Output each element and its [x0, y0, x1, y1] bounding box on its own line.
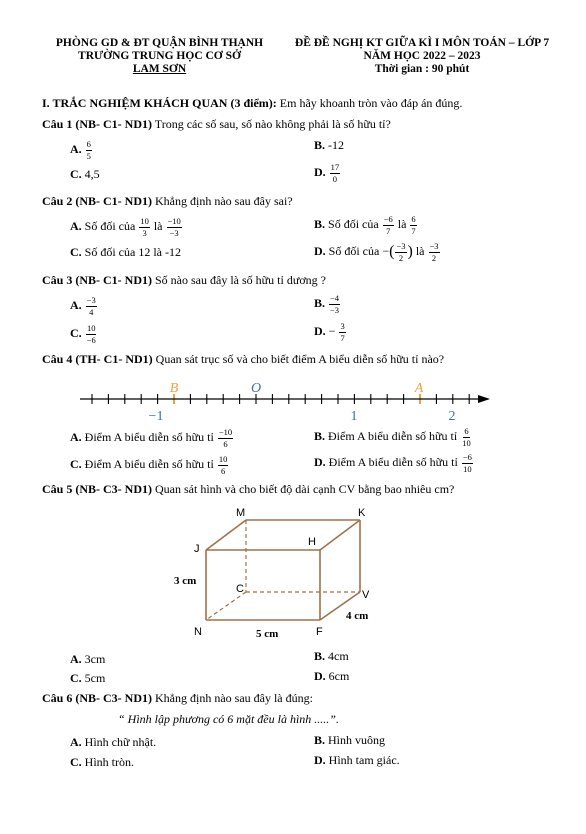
height-label: 3 cm [174, 575, 197, 587]
q6-option-c[interactable]: C. Hình tròn. [70, 755, 135, 769]
q2-option-a[interactable]: A. Số đối của $\frac{10}{3}$ là $\frac{-10}{-3}$ [70, 216, 181, 238]
point-b-label: B [169, 381, 179, 396]
vertex-k: K [358, 507, 366, 519]
q4-option-c[interactable]: C. Điểm A biểu diễn số hữu tỉ $\frac{10}{6}$ [70, 454, 228, 476]
edge-hk [320, 520, 360, 550]
edge-jm [206, 520, 246, 550]
q2-option-c[interactable]: C. Số đối của 12 là -12 [70, 245, 181, 259]
tick-label-minus-1: −1 [148, 409, 164, 424]
vertex-n: N [194, 626, 202, 638]
question-4: Câu 4 (TH- C1- ND1) Quan sát trục số và cho biết điểm A biểu diễn số hữu tỉ nào? [42, 352, 445, 366]
point-o-label: O [250, 381, 262, 396]
vertex-c: C [236, 583, 244, 595]
vertex-j: J [194, 543, 200, 555]
exam-title: ĐỀ ĐỀ NGHỊ KT GIỮA KÌ I MÔN TOÁN – LỚP 7 [294, 37, 550, 49]
q5-option-c[interactable]: C. 5cm [70, 671, 106, 685]
school-subname: LAM SƠN [132, 63, 187, 75]
point-a-label: A [414, 381, 424, 396]
question-1: Câu 1 (NB- C1- ND1) Trong các số sau, số nào không phải là số hữu tỉ? [42, 117, 391, 131]
question-3: Câu 3 (NB- C1- ND1) Số nào sau đây là số hữu tỉ dương ? [42, 273, 326, 287]
q3-option-d[interactable]: D. − $\frac{3}{7}$ [314, 321, 345, 343]
q1-option-d[interactable]: D. $\frac{17}{0}$ [314, 162, 340, 184]
q3-option-c[interactable]: C. $\frac{10}{-6}$ [70, 323, 96, 345]
q5-option-d[interactable]: D. 6cm [314, 669, 350, 683]
department-name: PHÒNG GD & ĐT QUẬN BÌNH THẠNH [55, 37, 264, 49]
q1-option-a[interactable]: A. $\frac{6}{5}$ [70, 139, 91, 161]
question-5: Câu 5 (NB- C3- ND1) Quan sát hình và cho biết độ dài cạnh CV bằng bao nhiêu cm? [42, 482, 455, 496]
q5-option-b[interactable]: B. 4cm [314, 649, 349, 663]
school-name: TRƯỜNG TRUNG HỌC CƠ SỞ [78, 50, 241, 62]
edge-cn-hidden [206, 592, 246, 620]
exam-header [272, 37, 572, 76]
q3-option-a[interactable]: A. $\frac{-3}{4}$ [70, 295, 96, 317]
vertex-v: V [362, 589, 370, 601]
q4-option-a[interactable]: A. Điểm A biểu diễn số hữu tỉ $\frac{-10}{6}$ [70, 427, 233, 449]
question-6: Câu 6 (NB- C3- ND1) Khẳng định nào sau đây là đúng: [42, 691, 313, 705]
cuboid-figure [160, 500, 400, 650]
q4-option-d[interactable]: D. Điểm A biểu diễn số hữu tỉ $\frac{-6}{10}$ [314, 452, 472, 474]
q6-option-b[interactable]: B. Hình vuông [314, 733, 386, 747]
vertex-f: F [316, 626, 323, 638]
q5-option-a[interactable]: A. 3cm [70, 652, 106, 666]
q6-statement: “ Hình lập phương có 6 mặt đều là hình .....”. [118, 712, 339, 726]
tick-label-1: 1 [350, 409, 358, 424]
vertex-h: H [308, 536, 316, 548]
width-label: 5 cm [256, 628, 279, 640]
school-header [42, 37, 277, 76]
section-title: I. TRẮC NGHIỆM KHÁCH QUAN (3 điểm): Em hãy khoanh tròn vào đáp án đúng. [42, 96, 463, 110]
exam-duration: Thời gian : 90 phút [374, 63, 470, 75]
school-year: NĂM HỌC 2022 – 2023 [363, 50, 481, 62]
q6-option-a[interactable]: A. Hình chữ nhật. [70, 735, 157, 749]
vertex-m: M [236, 507, 246, 519]
depth-label: 4 cm [346, 610, 369, 622]
number-line [70, 374, 500, 424]
q3-option-b[interactable]: B. $\frac{-4}{-3}$ [314, 293, 340, 315]
q1-option-c[interactable]: C. 4,5 [70, 167, 100, 181]
axis-arrow-icon [478, 395, 490, 403]
q2-option-d[interactable]: D. Số đối của −( $\frac{-3}{2}$ ) là $\frac{-3}{2}$ [314, 241, 439, 263]
q6-option-d[interactable]: D. Hình tam giác. [314, 753, 400, 767]
q1-option-b[interactable]: B. -12 [314, 138, 345, 152]
q4-option-b[interactable]: B. Điểm A biểu diễn số hữu tỉ $\frac{6}{10}$ [314, 426, 471, 448]
question-2: Câu 2 (NB- C1- ND1) Khẳng định nào sau đây sai? [42, 194, 293, 208]
tick-label-2: 2 [448, 409, 456, 424]
q2-option-b[interactable]: B. Số đối của $\frac{-6}{7}$ là $\frac{6}{7}$ [314, 214, 416, 236]
